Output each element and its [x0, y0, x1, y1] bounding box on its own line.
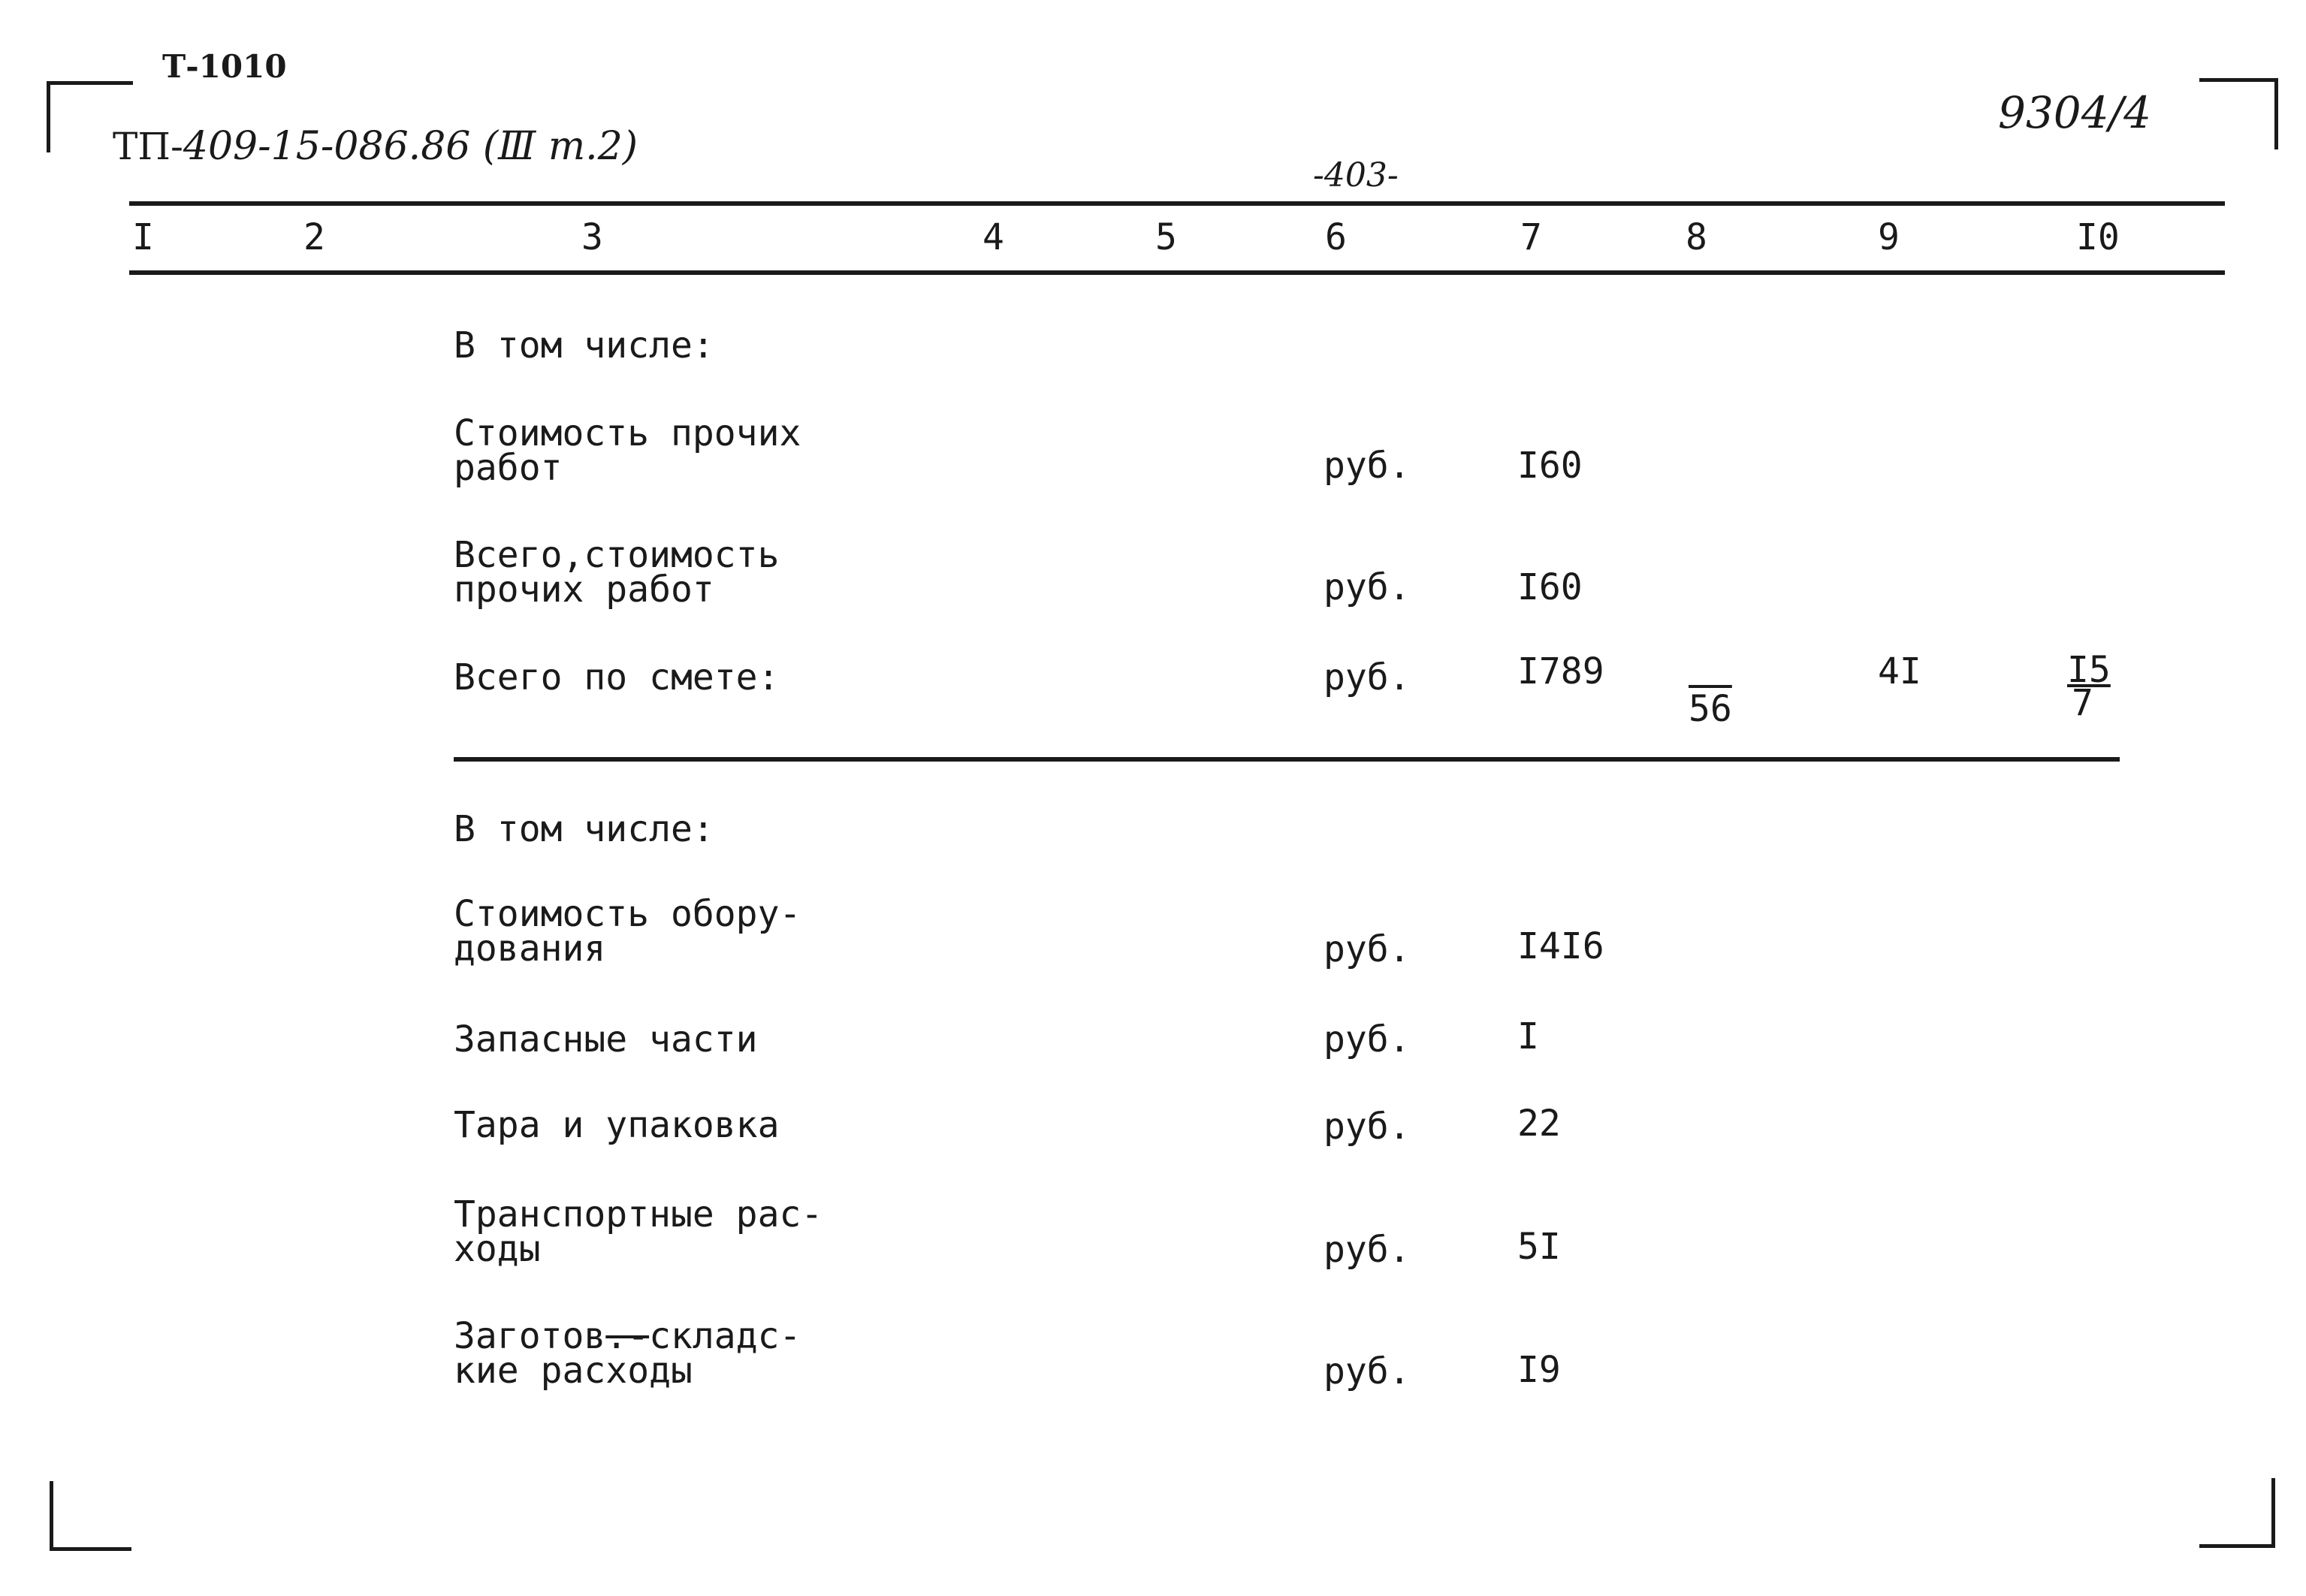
total-value-col8: 56 [1689, 688, 1732, 730]
row-label [454, 1315, 801, 1392]
total-value-col10-bottom: 7 [2072, 682, 2093, 724]
column-header-rule-top [129, 201, 2225, 206]
row-unit: руб. [1324, 1018, 1411, 1060]
column-number: I [132, 216, 154, 258]
row-value-col7: I4I6 [1517, 925, 1604, 967]
row-unit: руб. [1324, 1350, 1411, 1392]
row-label-part: складс- кие расходы [454, 1315, 801, 1392]
column-number: 6 [1325, 216, 1347, 258]
column-number: 2 [303, 216, 325, 258]
row-label: Всего,стоимость прочих работ [454, 534, 780, 611]
total-value-col9: 4I [1878, 650, 1921, 692]
section-separator [454, 757, 2120, 762]
row-value-col7: I9 [1517, 1349, 1561, 1391]
total-value-col7: I789 [1517, 650, 1604, 692]
row-label-part: Заготов [454, 1315, 606, 1357]
row-value-col7: I [1517, 1015, 1539, 1057]
row-label: Стоимость прочих работ [454, 412, 801, 489]
project-reference-prefix: ТП- [113, 125, 183, 168]
column-number: 5 [1155, 216, 1177, 258]
column-header-rule-bottom [129, 270, 2225, 275]
row-value-col7: 5I [1517, 1226, 1561, 1268]
row-value-col7: I60 [1517, 566, 1583, 608]
total-value-col10-top: I5 [2067, 649, 2111, 691]
column-number: 7 [1520, 216, 1542, 258]
row-unit: руб. [1324, 656, 1411, 698]
project-reference-handwritten: 409-15-086.86 (Ⅲ т.2) [183, 124, 638, 169]
column-number: 3 [581, 216, 603, 258]
row-label-strikethrough: .- [605, 1315, 650, 1357]
row-label: Тара и упаковка [454, 1104, 780, 1146]
total-label: Всего по смете: [454, 656, 780, 698]
row-unit: руб. [1324, 445, 1411, 487]
corner-mark-bottom-right [2199, 1478, 2275, 1548]
row-value-col7: I60 [1517, 445, 1583, 487]
project-reference [113, 122, 638, 169]
row-unit: руб. [1324, 928, 1411, 970]
corner-mark-bottom-left [50, 1481, 131, 1551]
row-unit: руб. [1324, 566, 1411, 608]
column-number: I0 [2076, 216, 2120, 258]
column-number: 8 [1686, 216, 1707, 258]
section-heading: В том числе: [454, 324, 714, 367]
row-label: Запасные части [454, 1018, 758, 1060]
row-unit: руб. [1324, 1229, 1411, 1271]
corner-mark-top-right [2199, 78, 2278, 149]
row-label: Транспортные рас- ходы [454, 1193, 823, 1270]
page-number: -403- [1313, 156, 1399, 195]
column-number: 9 [1878, 216, 1900, 258]
row-label: Стоимость обору- дования [454, 893, 801, 970]
row-value-col7: 22 [1517, 1103, 1561, 1145]
sheet-reference: 9304/4 [1998, 87, 2152, 138]
document-code: Т-1010 [162, 48, 287, 85]
section-heading: В том числе: [454, 808, 714, 850]
row-unit: руб. [1324, 1106, 1411, 1148]
column-number: 4 [982, 216, 1004, 258]
